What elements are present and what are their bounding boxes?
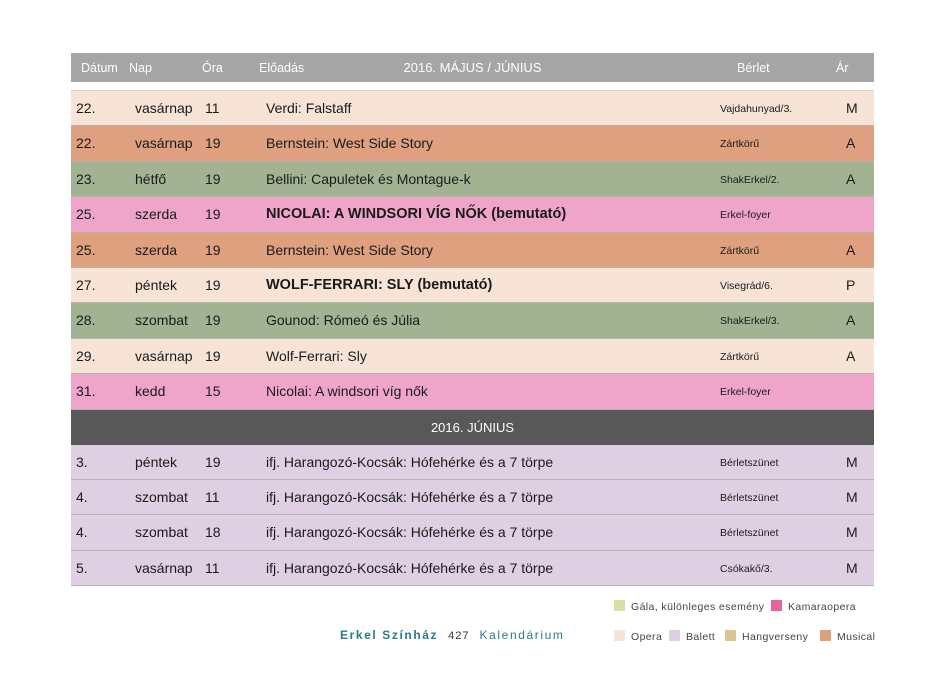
row-subscription: Csókakő/3. <box>720 562 773 575</box>
june-rows <box>71 445 874 587</box>
header-price: Ár <box>836 61 849 75</box>
legend-gala <box>614 600 764 613</box>
header-title: 2016. MÁJUS / JÚNIUS <box>403 60 542 75</box>
table-row <box>71 126 874 161</box>
row-day: szombat <box>135 524 188 541</box>
header-show: Előadás <box>259 61 305 75</box>
legend-gala-swatch <box>614 600 625 611</box>
table-row <box>71 374 874 409</box>
row-show: WOLF-FERRARI: SLY (bemutató) <box>266 276 493 293</box>
legend-kamara-label: Kamaraopera <box>788 601 857 613</box>
table-row <box>71 445 874 480</box>
row-day: vasárnap <box>135 347 193 364</box>
table-row <box>71 91 874 126</box>
row-day: szerda <box>135 206 178 223</box>
page-footer <box>340 628 565 642</box>
row-price: M <box>846 100 858 116</box>
row-show: Verdi: Falstaff <box>266 100 352 116</box>
row-show: Gounod: Rómeó és Júlia <box>266 312 421 329</box>
row-day: hétfő <box>135 170 167 187</box>
row-subscription: Zártkörű <box>720 244 760 257</box>
row-show: ifj. Harangozó-Kocsák: Hófehérke és a 7 törpe <box>266 488 554 505</box>
table-row <box>71 480 874 515</box>
table-row <box>71 162 874 197</box>
row-show: Wolf-Ferrari: Sly <box>266 347 367 364</box>
row-price: A <box>846 241 856 258</box>
row-show: ifj. Harangozó-Kocsák: Hófehérke és a 7 törpe <box>266 559 554 576</box>
legend-hangverseny-swatch <box>725 630 736 641</box>
section-june: 2016. JÚNIUS <box>71 410 874 445</box>
row-time: 19 <box>205 347 221 364</box>
row-date: 5. <box>76 559 88 576</box>
legend-gala-label: Gála, különleges esemény <box>631 601 765 613</box>
table-row <box>71 268 874 303</box>
row-subscription: Visegrád/6. <box>720 279 773 292</box>
row-time: 15 <box>205 383 221 400</box>
legend-musical-swatch <box>820 630 831 641</box>
program-table <box>71 53 874 586</box>
row-subscription: Zártkörű <box>720 138 760 151</box>
row-show: ifj. Harangozó-Kocsák: Hófehérke és a 7 törpe <box>266 524 554 541</box>
row-price: M <box>846 453 858 470</box>
footer-calendar: Kalendárium <box>479 628 565 642</box>
row-time: 19 <box>205 135 221 152</box>
row-date: 3. <box>76 453 88 470</box>
row-time: 18 <box>205 524 221 541</box>
row-price: A <box>846 312 856 329</box>
row-subscription: Bérletszünet <box>720 491 779 504</box>
legend-balett-swatch <box>669 630 680 641</box>
header-time: Óra <box>202 61 223 75</box>
row-time: 11 <box>205 559 220 576</box>
row-price: M <box>846 524 858 541</box>
row-subscription: Bérletszünet <box>720 527 779 540</box>
row-date: 22. <box>76 100 96 116</box>
row-date: 22. <box>76 135 96 152</box>
row-time: 19 <box>205 312 221 329</box>
row-date: 31. <box>76 383 96 400</box>
header-subscription: Bérlet <box>737 61 770 75</box>
table-row <box>71 515 874 550</box>
row-subscription: Vajdahunyad/3. <box>720 103 793 115</box>
row-price: P <box>846 276 856 293</box>
legend-opera-label: Opera <box>631 631 663 643</box>
row-subscription: Zártkörű <box>720 350 760 363</box>
row-subscription: ShakErkel/3. <box>720 315 780 328</box>
row-day: kedd <box>135 383 166 400</box>
row-time: 19 <box>205 206 221 223</box>
row-subscription: Bérletszünet <box>720 456 779 469</box>
row-date: 27. <box>76 276 96 293</box>
row-day: péntek <box>135 276 178 293</box>
row-show: Bernstein: West Side Story <box>266 241 434 258</box>
row-subscription: ShakErkel/2. <box>720 173 780 186</box>
row-date: 25. <box>76 241 96 258</box>
header-date: Dátum <box>81 61 118 75</box>
legend-balett-label: Balett <box>686 631 716 643</box>
row-time: 19 <box>205 276 221 293</box>
table-row <box>71 197 874 232</box>
table-header <box>71 53 874 82</box>
legend-opera <box>614 630 662 643</box>
row-date: 23. <box>76 170 96 187</box>
legend-hangverseny-label: Hangverseny <box>742 631 809 643</box>
row-subscription: Erkel-foyer <box>720 386 771 399</box>
may-rows <box>71 91 874 410</box>
table-row <box>71 233 874 268</box>
legend-kamara <box>771 600 856 613</box>
legend-kamara-swatch <box>771 600 782 611</box>
row-show: Bernstein: West Side Story <box>266 135 434 152</box>
legend-opera-swatch <box>614 630 625 641</box>
table-row <box>71 551 874 586</box>
row-show: ifj. Harangozó-Kocsák: Hófehérke és a 7 törpe <box>266 453 554 470</box>
row-time: 19 <box>205 241 221 258</box>
legend-musical <box>820 630 875 643</box>
row-price: A <box>846 135 856 152</box>
row-day: vasárnap <box>135 100 193 116</box>
table-row <box>71 303 874 338</box>
row-time: 19 <box>205 170 221 187</box>
row-day: péntek <box>135 453 178 470</box>
row-date: 4. <box>76 524 88 541</box>
row-date: 25. <box>76 206 96 223</box>
row-time: 11 <box>205 100 220 116</box>
row-day: vasárnap <box>135 135 193 152</box>
footer-venue: Erkel Színház <box>340 628 439 642</box>
row-day: szombat <box>135 312 188 329</box>
legend-hangverseny <box>725 630 808 643</box>
row-date: 4. <box>76 488 88 505</box>
row-day: szombat <box>135 488 188 505</box>
row-show: Nicolai: A windsori víg nők <box>266 383 428 400</box>
row-subscription: Erkel-foyer <box>720 209 771 222</box>
legend-musical-label: Musical <box>837 631 876 643</box>
row-time: 11 <box>205 488 220 505</box>
row-show: Bellini: Capuletek és Montague-k <box>266 170 471 187</box>
row-time: 19 <box>205 453 221 470</box>
table-row <box>71 339 874 374</box>
header-spacer <box>71 82 874 91</box>
legend-balett <box>669 630 715 643</box>
row-price: M <box>846 488 858 505</box>
row-day: vasárnap <box>135 559 193 576</box>
row-price: M <box>846 559 858 576</box>
row-price: A <box>846 170 856 187</box>
row-show: NICOLAI: A WINDSORI VÍG NŐK (bemutató) <box>266 206 567 223</box>
row-day: szerda <box>135 241 178 258</box>
row-date: 29. <box>76 347 96 364</box>
header-day: Nap <box>129 61 152 75</box>
footer-page-number: 427 <box>448 630 470 642</box>
row-date: 28. <box>76 312 96 329</box>
row-price: A <box>846 347 856 364</box>
